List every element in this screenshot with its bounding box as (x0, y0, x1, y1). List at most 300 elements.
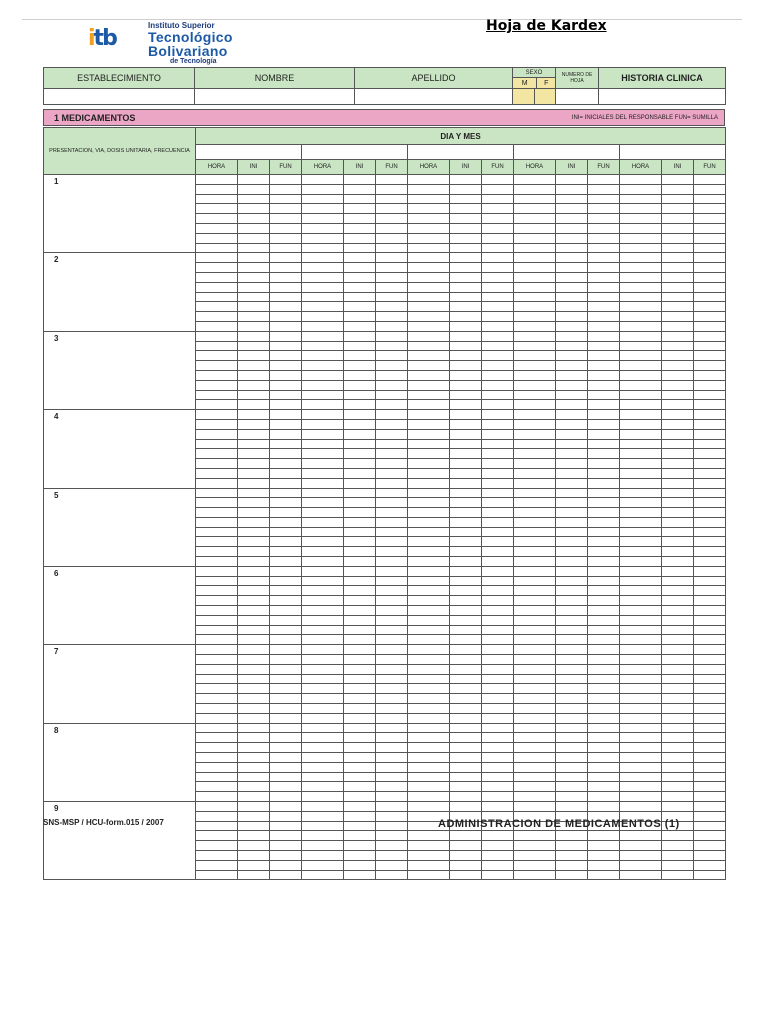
entry-cell[interactable] (694, 410, 726, 420)
entry-cell[interactable] (196, 331, 238, 341)
entry-cell[interactable] (344, 615, 376, 625)
entry-cell[interactable] (408, 831, 450, 841)
entry-cell[interactable] (238, 459, 270, 469)
entry-cell[interactable] (302, 508, 344, 518)
entry-cell[interactable] (450, 263, 482, 273)
entry-cell[interactable] (344, 517, 376, 527)
entry-cell[interactable] (302, 664, 344, 674)
entry-cell[interactable] (662, 459, 694, 469)
entry-cell[interactable] (694, 439, 726, 449)
entry-cell[interactable] (450, 253, 482, 263)
entry-cell[interactable] (514, 439, 556, 449)
entry-cell[interactable] (694, 831, 726, 841)
entry-cell[interactable] (344, 282, 376, 292)
entry-cell[interactable] (556, 537, 588, 547)
entry-cell[interactable] (556, 850, 588, 860)
entry-cell[interactable] (344, 263, 376, 273)
entry-cell[interactable] (408, 380, 450, 390)
entry-cell[interactable] (662, 625, 694, 635)
entry-cell[interactable] (302, 312, 344, 322)
entry-cell[interactable] (662, 831, 694, 841)
entry-cell[interactable] (302, 831, 344, 841)
entry-cell[interactable] (270, 674, 302, 684)
entry-cell[interactable] (662, 762, 694, 772)
entry-cell[interactable] (514, 282, 556, 292)
entry-cell[interactable] (238, 272, 270, 282)
entry-cell[interactable] (482, 361, 514, 371)
entry-cell[interactable] (556, 419, 588, 429)
entry-cell[interactable] (344, 821, 376, 831)
entry-cell[interactable] (620, 282, 662, 292)
entry-cell[interactable] (376, 380, 408, 390)
entry-cell[interactable] (196, 243, 238, 253)
entry-cell[interactable] (196, 175, 238, 185)
entry-cell[interactable] (694, 341, 726, 351)
entry-cell[interactable] (196, 351, 238, 361)
entry-cell[interactable] (514, 243, 556, 253)
entry-cell[interactable] (196, 321, 238, 331)
entry-cell[interactable] (450, 743, 482, 753)
entry-cell[interactable] (270, 586, 302, 596)
entry-cell[interactable] (662, 606, 694, 616)
entry-cell[interactable] (662, 184, 694, 194)
entry-cell[interactable] (588, 792, 620, 802)
entry-cell[interactable] (302, 449, 344, 459)
entry-cell[interactable] (450, 478, 482, 488)
entry-cell[interactable] (662, 586, 694, 596)
entry-cell[interactable] (344, 841, 376, 851)
entry-cell[interactable] (302, 586, 344, 596)
entry-cell[interactable] (556, 517, 588, 527)
entry-cell[interactable] (514, 214, 556, 224)
entry-cell[interactable] (556, 370, 588, 380)
entry-cell[interactable] (482, 743, 514, 753)
entry-cell[interactable] (482, 400, 514, 410)
entry-cell[interactable] (408, 674, 450, 684)
entry-cell[interactable] (344, 635, 376, 645)
entry-cell[interactable] (270, 184, 302, 194)
entry-cell[interactable] (588, 508, 620, 518)
entry-cell[interactable] (514, 449, 556, 459)
entry-cell[interactable] (270, 390, 302, 400)
entry-cell[interactable] (238, 419, 270, 429)
entry-cell[interactable] (514, 557, 556, 567)
entry-cell[interactable] (556, 586, 588, 596)
entry-cell[interactable] (450, 860, 482, 870)
entry-cell[interactable] (376, 204, 408, 214)
entry-cell[interactable] (662, 233, 694, 243)
entry-cell[interactable] (196, 762, 238, 772)
entry-cell[interactable] (482, 517, 514, 527)
entry-cell[interactable] (196, 223, 238, 233)
entry-cell[interactable] (620, 802, 662, 812)
entry-cell[interactable] (556, 831, 588, 841)
entry-cell[interactable] (302, 223, 344, 233)
entry-cell[interactable] (376, 223, 408, 233)
entry-cell[interactable] (408, 419, 450, 429)
entry-cell[interactable] (302, 596, 344, 606)
entry-cell[interactable] (662, 214, 694, 224)
entry-cell[interactable] (302, 704, 344, 714)
entry-cell[interactable] (238, 694, 270, 704)
entry-cell[interactable] (694, 292, 726, 302)
entry-cell[interactable] (302, 527, 344, 537)
entry-cell[interactable] (556, 713, 588, 723)
entry-cell[interactable] (270, 635, 302, 645)
entry-cell[interactable] (694, 860, 726, 870)
entry-cell[interactable] (556, 361, 588, 371)
entry-cell[interactable] (556, 557, 588, 567)
entry-cell[interactable] (694, 204, 726, 214)
entry-cell[interactable] (270, 684, 302, 694)
entry-cell[interactable] (344, 331, 376, 341)
entry-cell[interactable] (344, 361, 376, 371)
entry-cell[interactable] (662, 508, 694, 518)
entry-cell[interactable] (302, 576, 344, 586)
entry-cell[interactable] (376, 655, 408, 665)
entry-cell[interactable] (376, 576, 408, 586)
entry-cell[interactable] (450, 772, 482, 782)
entry-cell[interactable] (556, 253, 588, 263)
entry-cell[interactable] (376, 517, 408, 527)
entry-cell[interactable] (588, 223, 620, 233)
entry-cell[interactable] (302, 537, 344, 547)
entry-cell[interactable] (620, 341, 662, 351)
entry-cell[interactable] (514, 743, 556, 753)
entry-cell[interactable] (694, 723, 726, 733)
entry-cell[interactable] (376, 870, 408, 880)
entry-cell[interactable] (556, 380, 588, 390)
entry-cell[interactable] (344, 508, 376, 518)
entry-cell[interactable] (376, 243, 408, 253)
entry-cell[interactable] (344, 233, 376, 243)
entry-cell[interactable] (482, 233, 514, 243)
entry-cell[interactable] (238, 625, 270, 635)
entry-cell[interactable] (694, 615, 726, 625)
entry-cell[interactable] (620, 713, 662, 723)
entry-cell[interactable] (620, 184, 662, 194)
entry-cell[interactable] (376, 312, 408, 322)
entry-cell[interactable] (450, 419, 482, 429)
entry-cell[interactable] (270, 606, 302, 616)
entry-cell[interactable] (514, 312, 556, 322)
apellido-field[interactable] (355, 89, 513, 105)
entry-cell[interactable] (196, 772, 238, 782)
entry-cell[interactable] (302, 625, 344, 635)
entry-cell[interactable] (376, 292, 408, 302)
entry-cell[interactable] (238, 547, 270, 557)
entry-cell[interactable] (196, 821, 238, 831)
entry-cell[interactable] (556, 488, 588, 498)
entry-cell[interactable] (694, 351, 726, 361)
entry-cell[interactable] (238, 449, 270, 459)
entry-cell[interactable] (344, 390, 376, 400)
entry-cell[interactable] (662, 547, 694, 557)
entry-cell[interactable] (450, 635, 482, 645)
entry-cell[interactable] (270, 753, 302, 763)
entry-cell[interactable] (482, 694, 514, 704)
entry-cell[interactable] (694, 253, 726, 263)
entry-cell[interactable] (620, 860, 662, 870)
entry-cell[interactable] (556, 547, 588, 557)
entry-cell[interactable] (270, 694, 302, 704)
entry-cell[interactable] (662, 302, 694, 312)
entry-cell[interactable] (662, 400, 694, 410)
entry-cell[interactable] (482, 272, 514, 282)
entry-cell[interactable] (662, 792, 694, 802)
entry-cell[interactable] (482, 194, 514, 204)
entry-cell[interactable] (196, 704, 238, 714)
entry-cell[interactable] (556, 184, 588, 194)
entry-cell[interactable] (514, 576, 556, 586)
entry-cell[interactable] (662, 390, 694, 400)
entry-cell[interactable] (238, 674, 270, 684)
entry-cell[interactable] (588, 713, 620, 723)
entry-cell[interactable] (482, 488, 514, 498)
entry-cell[interactable] (344, 674, 376, 684)
entry-cell[interactable] (196, 537, 238, 547)
entry-cell[interactable] (238, 341, 270, 351)
entry-cell[interactable] (344, 459, 376, 469)
entry-cell[interactable] (450, 351, 482, 361)
entry-cell[interactable] (556, 645, 588, 655)
entry-cell[interactable] (556, 753, 588, 763)
entry-cell[interactable] (662, 860, 694, 870)
entry-cell[interactable] (238, 557, 270, 567)
entry-cell[interactable] (514, 223, 556, 233)
entry-cell[interactable] (588, 615, 620, 625)
entry-cell[interactable] (450, 498, 482, 508)
entry-cell[interactable] (588, 341, 620, 351)
entry-cell[interactable] (482, 557, 514, 567)
entry-cell[interactable] (514, 753, 556, 763)
entry-cell[interactable] (196, 547, 238, 557)
entry-cell[interactable] (238, 253, 270, 263)
entry-cell[interactable] (662, 361, 694, 371)
entry-cell[interactable] (620, 723, 662, 733)
entry-cell[interactable] (302, 772, 344, 782)
entry-cell[interactable] (408, 704, 450, 714)
entry-cell[interactable] (514, 870, 556, 880)
entry-cell[interactable] (588, 850, 620, 860)
entry-cell[interactable] (376, 821, 408, 831)
entry-cell[interactable] (450, 753, 482, 763)
entry-cell[interactable] (196, 841, 238, 851)
entry-cell[interactable] (694, 400, 726, 410)
entry-cell[interactable] (238, 753, 270, 763)
entry-cell[interactable] (344, 400, 376, 410)
entry-cell[interactable] (270, 713, 302, 723)
entry-cell[interactable] (482, 468, 514, 478)
entry-cell[interactable] (408, 655, 450, 665)
entry-cell[interactable] (196, 361, 238, 371)
entry-cell[interactable] (270, 214, 302, 224)
entry-cell[interactable] (588, 390, 620, 400)
entry-cell[interactable] (620, 449, 662, 459)
entry-cell[interactable] (482, 596, 514, 606)
entry-cell[interactable] (270, 645, 302, 655)
entry-cell[interactable] (344, 341, 376, 351)
entry-cell[interactable] (482, 282, 514, 292)
entry-cell[interactable] (238, 410, 270, 420)
entry-cell[interactable] (556, 576, 588, 586)
entry-cell[interactable] (238, 263, 270, 273)
entry-cell[interactable] (376, 684, 408, 694)
entry-cell[interactable] (482, 204, 514, 214)
entry-cell[interactable] (588, 321, 620, 331)
entry-cell[interactable] (694, 370, 726, 380)
entry-cell[interactable] (588, 733, 620, 743)
entry-cell[interactable] (238, 361, 270, 371)
entry-cell[interactable] (620, 390, 662, 400)
entry-cell[interactable] (694, 645, 726, 655)
entry-cell[interactable] (376, 331, 408, 341)
entry-cell[interactable] (376, 547, 408, 557)
entry-cell[interactable] (482, 223, 514, 233)
entry-cell[interactable] (662, 694, 694, 704)
entry-cell[interactable] (514, 331, 556, 341)
entry-cell[interactable] (344, 498, 376, 508)
entry-cell[interactable] (588, 625, 620, 635)
entry-cell[interactable] (238, 478, 270, 488)
entry-cell[interactable] (694, 321, 726, 331)
entry-cell[interactable] (302, 400, 344, 410)
entry-cell[interactable] (302, 802, 344, 812)
entry-cell[interactable] (482, 860, 514, 870)
entry-cell[interactable] (556, 664, 588, 674)
entry-cell[interactable] (270, 233, 302, 243)
entry-cell[interactable] (344, 312, 376, 322)
entry-cell[interactable] (344, 811, 376, 821)
entry-cell[interactable] (408, 468, 450, 478)
entry-cell[interactable] (344, 870, 376, 880)
entry-cell[interactable] (620, 566, 662, 576)
entry-cell[interactable] (196, 802, 238, 812)
entry-cell[interactable] (302, 390, 344, 400)
entry-cell[interactable] (662, 850, 694, 860)
entry-cell[interactable] (620, 655, 662, 665)
entry-cell[interactable] (556, 204, 588, 214)
entry-cell[interactable] (376, 272, 408, 282)
entry-cell[interactable] (556, 175, 588, 185)
entry-cell[interactable] (620, 694, 662, 704)
entry-cell[interactable] (694, 263, 726, 273)
entry-cell[interactable] (556, 214, 588, 224)
entry-cell[interactable] (620, 263, 662, 273)
entry-cell[interactable] (408, 410, 450, 420)
entry-cell[interactable] (620, 586, 662, 596)
medication-number[interactable]: 7 (44, 645, 196, 723)
entry-cell[interactable] (344, 370, 376, 380)
entry-cell[interactable] (376, 351, 408, 361)
entry-cell[interactable] (238, 223, 270, 233)
day-date-field[interactable] (196, 145, 302, 160)
entry-cell[interactable] (588, 655, 620, 665)
entry-cell[interactable] (694, 419, 726, 429)
entry-cell[interactable] (238, 468, 270, 478)
entry-cell[interactable] (556, 390, 588, 400)
entry-cell[interactable] (196, 478, 238, 488)
entry-cell[interactable] (556, 802, 588, 812)
entry-cell[interactable] (514, 615, 556, 625)
entry-cell[interactable] (620, 753, 662, 763)
entry-cell[interactable] (482, 498, 514, 508)
entry-cell[interactable] (408, 557, 450, 567)
entry-cell[interactable] (482, 635, 514, 645)
entry-cell[interactable] (514, 792, 556, 802)
entry-cell[interactable] (620, 782, 662, 792)
entry-cell[interactable] (344, 713, 376, 723)
entry-cell[interactable] (302, 674, 344, 684)
entry-cell[interactable] (344, 625, 376, 635)
entry-cell[interactable] (482, 253, 514, 263)
entry-cell[interactable] (620, 419, 662, 429)
entry-cell[interactable] (270, 468, 302, 478)
entry-cell[interactable] (620, 351, 662, 361)
entry-cell[interactable] (620, 870, 662, 880)
entry-cell[interactable] (620, 733, 662, 743)
entry-cell[interactable] (450, 566, 482, 576)
entry-cell[interactable] (302, 606, 344, 616)
entry-cell[interactable] (694, 802, 726, 812)
entry-cell[interactable] (662, 312, 694, 322)
entry-cell[interactable] (662, 537, 694, 547)
entry-cell[interactable] (450, 449, 482, 459)
entry-cell[interactable] (694, 517, 726, 527)
entry-cell[interactable] (482, 576, 514, 586)
entry-cell[interactable] (270, 498, 302, 508)
entry-cell[interactable] (344, 684, 376, 694)
entry-cell[interactable] (196, 204, 238, 214)
entry-cell[interactable] (514, 351, 556, 361)
entry-cell[interactable] (482, 410, 514, 420)
entry-cell[interactable] (376, 233, 408, 243)
entry-cell[interactable] (408, 282, 450, 292)
entry-cell[interactable] (408, 194, 450, 204)
entry-cell[interactable] (588, 272, 620, 282)
entry-cell[interactable] (238, 615, 270, 625)
entry-cell[interactable] (238, 860, 270, 870)
entry-cell[interactable] (514, 175, 556, 185)
entry-cell[interactable] (270, 351, 302, 361)
entry-cell[interactable] (450, 468, 482, 478)
entry-cell[interactable] (588, 576, 620, 586)
entry-cell[interactable] (302, 684, 344, 694)
entry-cell[interactable] (694, 625, 726, 635)
entry-cell[interactable] (302, 292, 344, 302)
entry-cell[interactable] (450, 831, 482, 841)
entry-cell[interactable] (556, 733, 588, 743)
entry-cell[interactable] (514, 694, 556, 704)
entry-cell[interactable] (196, 753, 238, 763)
entry-cell[interactable] (376, 419, 408, 429)
entry-cell[interactable] (344, 380, 376, 390)
entry-cell[interactable] (238, 175, 270, 185)
entry-cell[interactable] (694, 508, 726, 518)
entry-cell[interactable] (344, 468, 376, 478)
entry-cell[interactable] (620, 380, 662, 390)
entry-cell[interactable] (196, 498, 238, 508)
entry-cell[interactable] (238, 331, 270, 341)
entry-cell[interactable] (556, 302, 588, 312)
entry-cell[interactable] (450, 312, 482, 322)
entry-cell[interactable] (408, 625, 450, 635)
entry-cell[interactable] (238, 370, 270, 380)
entry-cell[interactable] (344, 655, 376, 665)
entry-cell[interactable] (482, 508, 514, 518)
entry-cell[interactable] (514, 772, 556, 782)
entry-cell[interactable] (620, 214, 662, 224)
